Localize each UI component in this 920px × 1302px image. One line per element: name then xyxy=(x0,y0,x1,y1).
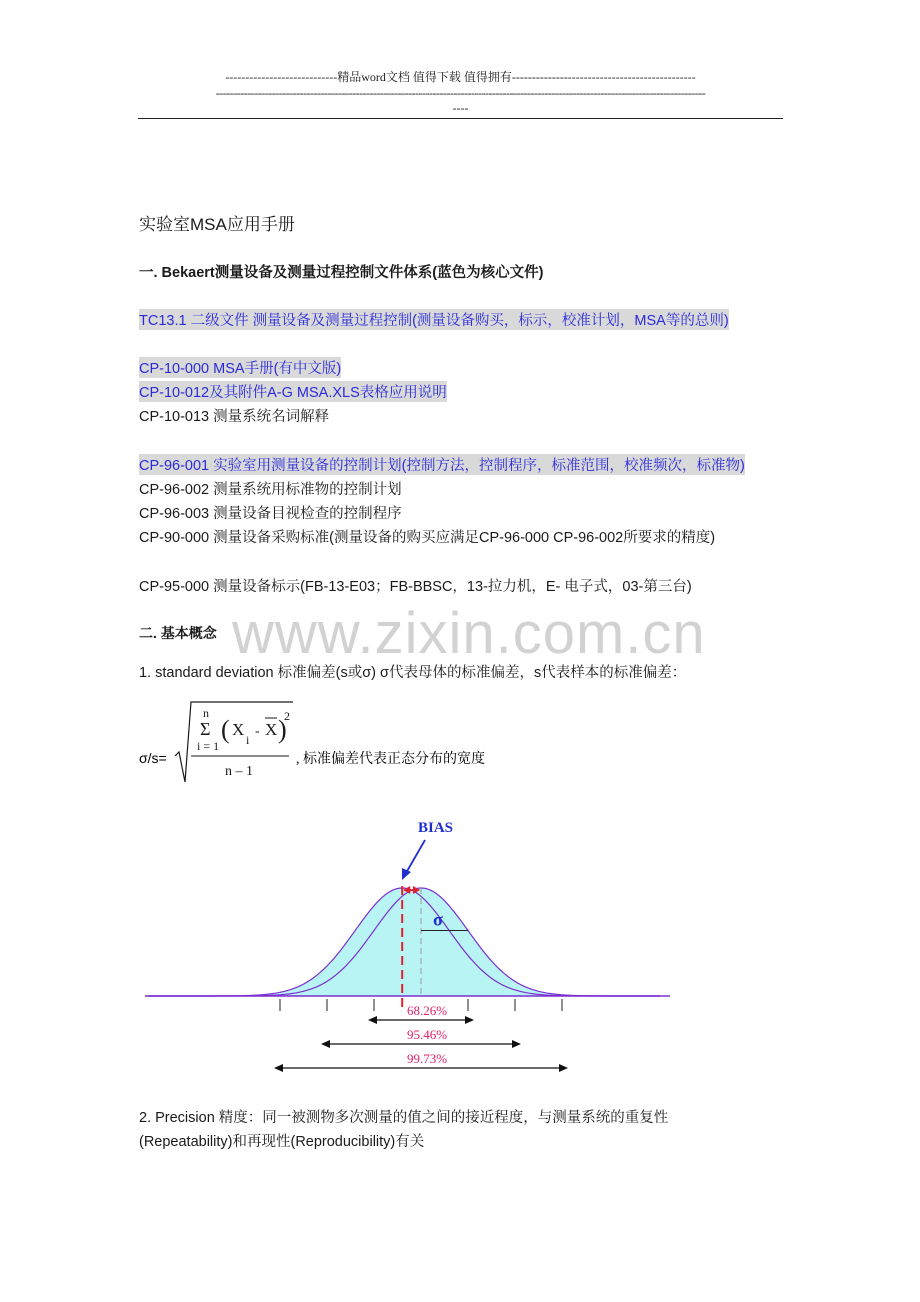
interval-label-2sigma: 95.46% xyxy=(406,1027,448,1042)
formula-lhs: σ/s= xyxy=(139,750,167,766)
page-header-line3: ---- xyxy=(452,101,469,115)
distribution-fill-area xyxy=(148,888,670,996)
doc-tc13-1: TC13.1 二级文件 测量设备及测量过程控制(测量设备购买，标示，校准计划，MSA等的总则) xyxy=(139,309,729,330)
formula-x: X xyxy=(232,720,245,739)
formula-minus: - xyxy=(255,724,260,739)
doc-cp-96-003: CP-96-003 测量设备目视检查的控制程序 xyxy=(139,506,402,522)
doc-cp-10-000: CP-10-000 MSA手册(有中文版) xyxy=(139,357,341,378)
sigma-label: σ xyxy=(433,909,443,930)
bias-pointer-line xyxy=(406,840,425,873)
interval-arrow-left-3sigma xyxy=(274,1064,283,1072)
left-paren: ( xyxy=(221,715,230,744)
interval-arrow-right-1sigma xyxy=(465,1016,474,1024)
item2-precision-line2: (Repeatability)和再现性(Reproducibility)有关 xyxy=(139,1134,425,1150)
section2-heading: 二. 基本概念 xyxy=(139,625,217,641)
sum-sign: Σ xyxy=(200,719,211,739)
formula-x-subscript: i xyxy=(246,733,250,747)
interval-arrow-right-2sigma xyxy=(512,1040,521,1048)
right-paren: ) xyxy=(278,715,287,744)
doc-cp-10-013: CP-10-013 测量系统名词解释 xyxy=(139,409,330,425)
doc-cp-10-012: CP-10-012及其附件A-G MSA.XLS表格应用说明 xyxy=(139,381,447,402)
interval-arrow-right-3sigma xyxy=(559,1064,568,1072)
section1-heading: 一. Bekaert测量设备及测量过程控制文件体系(蓝色为核心文件) xyxy=(139,265,544,281)
formula-note: , 标准偏差代表正态分布的宽度 xyxy=(296,752,485,767)
formula-xbar: X xyxy=(265,720,278,739)
chart-svg xyxy=(140,810,670,1080)
doc-cp-90-000: CP-90-000 测量设备采购标准(测量设备的购买应满足CP-96-000 CP-96-002所要求的精度) xyxy=(139,530,716,546)
normal-distribution-bias-chart xyxy=(140,810,670,1085)
interval-arrow-left-2sigma xyxy=(321,1040,330,1048)
interval-label-3sigma: 99.73% xyxy=(406,1051,448,1066)
item2-precision-line1: 2. Precision 精度：同一被测物多次测量的值之间的接近程度，与测量系统的重复性 xyxy=(139,1110,669,1126)
interval-arrow-left-1sigma xyxy=(368,1016,377,1024)
sum-upper-limit: n xyxy=(203,706,209,720)
bias-label: BIAS xyxy=(418,820,454,836)
document-title: 实验室MSA应用手册 xyxy=(139,215,295,234)
interval-label-1sigma: 68.26% xyxy=(406,1003,448,1018)
bias-pointer-head xyxy=(402,868,411,880)
header-rule xyxy=(138,118,783,119)
doc-cp-96-001: CP-96-001 实验室用测量设备的控制计划(控制方法，控制程序，标准范围，校准频次，标准物) xyxy=(139,454,745,475)
formula-exponent: 2 xyxy=(284,709,290,723)
formula-denominator: n – 1 xyxy=(225,764,253,779)
watermark: www.zixin.com.cn xyxy=(232,601,706,666)
doc-cp-96-002: CP-96-002 测量系统用标准物的控制计划 xyxy=(139,482,402,498)
page-header-line2: -------------------------------------------------------------------------------------------------------------------------------------------- xyxy=(215,86,706,100)
page-header-line1: ----------------------------精品word文档 值得下载 值得拥有---------------------------------------------- xyxy=(225,70,696,84)
item1-standard-deviation: 1. standard deviation 标准偏差(s或σ) σ代表母体的标准偏差，s代表样本的标准偏差： xyxy=(139,665,687,681)
sum-lower-limit: i = 1 xyxy=(197,739,220,753)
std-dev-formula xyxy=(139,698,559,793)
doc-cp-95-000: CP-95-000 测量设备标示(FB-13-E03；FB-BBSC，13-拉力机，E- 电子式，03-第三台) xyxy=(139,579,692,595)
